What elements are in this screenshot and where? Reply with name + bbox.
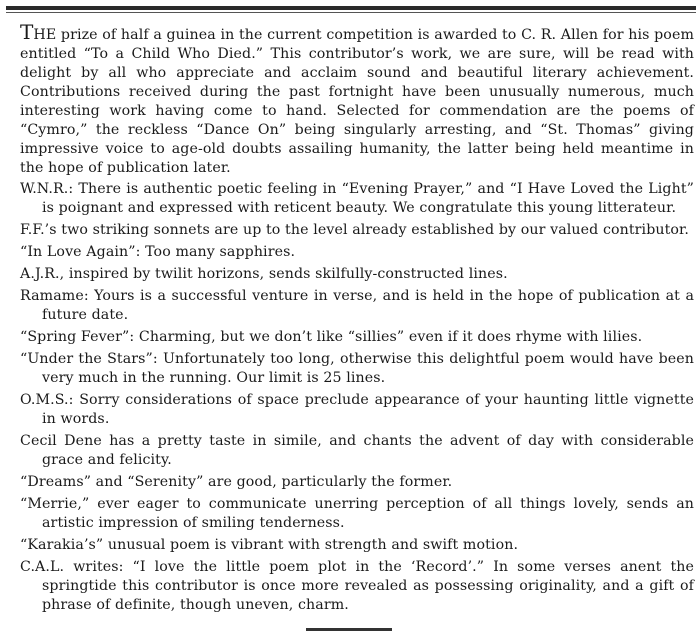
note-cal: C.A.L. writes: “I love the little poem plot in the ‘Record’.” In some verses anent the springtide this contributor is once more revealed as possessing originality, and a gift of phrase of definite, though uneven, charm. [20,559,694,613]
note-cecil-dene: Cecil Dene has a pretty taste in simile, and chants the advent of day with considerable grace and felicity. [20,433,694,468]
note-oms: O.M.S.: Sorry considerations of space preclude appearance of your haunting little vignette in words. [20,392,694,427]
note-ramame: Ramame: Yours is a successful venture in verse, and is held in the hope of publication at a future date. [20,288,694,323]
note-spring-fever: “Spring Fever”: Charming, but we don’t like “sillies” even if it does rhyme with lilies. [20,329,643,345]
note-karakia: “Karakia’s” unusual poem is vibrant with strength and swift motion. [20,537,519,553]
top-rule-thin [6,12,696,13]
intro-paragraph [20,20,694,178]
intro-text: HE prize of half a guinea in the current competition is awarded to C. R. Allen for his poem entitled “To a Child Who Died.” This contributor’s work, we are sure, will be read with delight by all who appreciate and acclaim sound and beautiful literary achievement. Contributions received during the past fortnight have been unusually numerous, much interesting work having come to hand. Selected for commendation are the poems of “Cymro,” the reckless “Dance On” being singularly arresting, and “St. Thomas” giving impressive voice to age-old doubts assailing humanity, the latter being held meantime in the hope of publication later. [20,27,694,176]
top-rule [6,6,696,10]
note-merrie: “Merrie,” ever eager to communicate unerring perception of all things lovely, sends an artistic impression of smiling tenderness. [20,496,694,531]
note-wnr: W.N.R.: There is authentic poetic feeling in “Evening Prayer,” and “I Have Loved the Light” is poignant and expressed with reticent beauty. We congratulate this young litterateur. [20,181,694,216]
note-ff: F.F.’s two striking sonnets are up to the level already established by our valued contributor. [20,222,689,238]
note-dreams-serenity: “Dreams” and “Serenity” are good, particularly the former. [20,474,453,490]
bottom-rule [306,628,392,631]
drop-cap: T [20,20,34,44]
article-column [20,20,694,618]
note-ajr: A.J.R., inspired by twilit horizons, sends skilfully-constructed lines. [20,266,508,282]
note-under-the-stars: “Under the Stars”: Unfortunately too long, otherwise this delightful poem would have been very much in the running. Our limit is 25 lines. [20,351,694,386]
note-in-love-again: “In Love Again”: Too many sapphires. [20,244,296,260]
